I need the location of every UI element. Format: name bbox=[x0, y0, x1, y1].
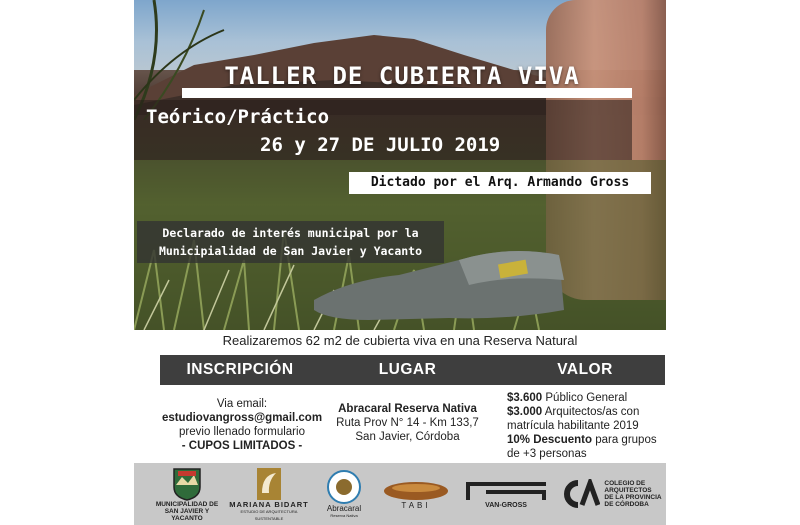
event-dates: 26 y 27 DE JULIO 2019 bbox=[260, 134, 501, 156]
workshop-title: TALLER DE CUBIERTA VIVA bbox=[224, 62, 580, 90]
hero-photo bbox=[134, 0, 666, 330]
vangross-mark-icon bbox=[464, 480, 548, 502]
poster bbox=[134, 0, 666, 525]
tabi-seed-icon bbox=[383, 480, 449, 502]
header-inscripcion: INSCRIPCIÓN bbox=[186, 361, 294, 378]
abracaral-name: Abracaral bbox=[326, 504, 362, 513]
logo-tabi bbox=[380, 463, 452, 525]
subtitle: Teórico/Práctico bbox=[146, 106, 330, 128]
abracaral-circle-icon bbox=[326, 469, 362, 505]
colegio-ca-icon bbox=[562, 479, 600, 509]
vangross-name: VAN-GROSS bbox=[485, 501, 527, 509]
colegio-line-1: COLEGIO DE bbox=[604, 480, 646, 487]
declared-line-2: Municipialidad de San Javier y Yacanto bbox=[158, 244, 423, 258]
logo-vangross bbox=[460, 463, 552, 525]
price-general bbox=[507, 391, 665, 405]
email-address[interactable]: estudiovangross@gmail.com bbox=[161, 412, 323, 424]
venue-address-1: Ruta Prov N° 14 - Km 133,7 bbox=[336, 417, 479, 429]
instructor-label: Dictado por el Arq. Armando Gross bbox=[349, 172, 651, 194]
sponsor-footer bbox=[134, 463, 666, 525]
venue-address-2: San Javier, Córdoba bbox=[355, 431, 460, 443]
inscripcion-info bbox=[156, 397, 328, 453]
info-header-bar bbox=[160, 355, 665, 385]
logo-bidart bbox=[228, 463, 310, 525]
logo-abracaral bbox=[314, 463, 374, 525]
discount-amount: 10% Descuento bbox=[507, 434, 593, 446]
discount-label: para grupos de +3 personas bbox=[507, 434, 657, 460]
municipio-shield-icon bbox=[172, 467, 202, 501]
price-architects-label: Arquitectos/as con matrícula habilitante 2019 bbox=[507, 406, 640, 432]
group-discount bbox=[507, 433, 665, 461]
venue-name: Abracaral Reserva Nativa bbox=[338, 403, 477, 415]
municipio-line-1: MUNICIPALIDAD DE bbox=[155, 500, 219, 508]
abracaral-sub: Reserva Nativa bbox=[330, 513, 358, 518]
logo-municipio bbox=[152, 463, 222, 525]
tagline: Realizaremos 62 m2 de cubierta viva en una Reserva Natural bbox=[222, 333, 578, 348]
email-label: Via email: bbox=[216, 398, 268, 410]
valor-info bbox=[507, 391, 665, 461]
form-note: previo llenado formulario bbox=[179, 426, 305, 438]
header-valor: VALOR bbox=[557, 361, 613, 378]
colegio-line-3: DE LA PROVINCIA bbox=[604, 494, 662, 501]
tabi-name: TABI bbox=[401, 500, 431, 510]
price-architects-amount: $3.000 bbox=[507, 406, 543, 418]
colegio-line-4: DE CÓRDOBA bbox=[604, 501, 649, 508]
colegio-text bbox=[604, 480, 661, 508]
lugar-info bbox=[330, 402, 485, 444]
header-lugar: LUGAR bbox=[378, 361, 437, 378]
colegio-line-2: ARQUITECTOS bbox=[604, 487, 652, 494]
municipio-line-2: SAN JAVIER Y YACANTO bbox=[164, 507, 210, 522]
bidart-mark-icon bbox=[256, 467, 282, 501]
price-architects bbox=[507, 405, 665, 433]
price-general-amount: $3.600 bbox=[507, 392, 543, 404]
bidart-name: MARIANA BIDART bbox=[229, 499, 309, 509]
declared-interest-box bbox=[137, 221, 444, 263]
price-general-label: Público General bbox=[542, 392, 628, 404]
logo-colegio bbox=[562, 463, 662, 525]
limited-spots: - CUPOS LIMITADOS - bbox=[181, 440, 303, 452]
bidart-sub: ESTUDIO DE ARQUITECTURA SUSTENTABLE bbox=[240, 508, 298, 521]
declared-line-1: Declarado de interés municipal por la bbox=[162, 226, 419, 240]
